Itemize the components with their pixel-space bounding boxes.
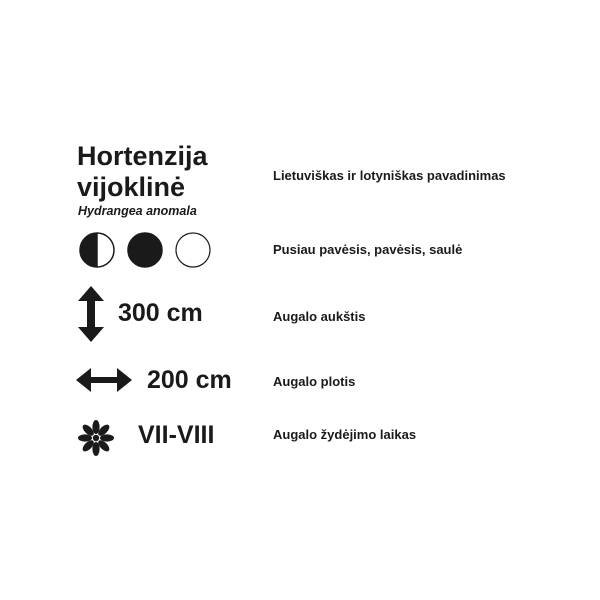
half-shade-icon (77, 230, 117, 270)
horizontal-arrow-icon (76, 366, 132, 394)
width-description: Augalo plotis (273, 374, 356, 389)
plant-latin-name: Hydrangea anomala (78, 204, 197, 218)
height-value: 300 cm (118, 299, 203, 327)
sun-icon (173, 230, 213, 270)
height-description: Augalo aukštis (273, 309, 366, 324)
bloom-description: Augalo žydėjimo laikas (273, 427, 417, 442)
light-icons (77, 230, 217, 270)
shade-icon (125, 230, 165, 270)
width-value: 200 cm (147, 366, 232, 394)
light-description: Pusiau pavėsis, pavėsis, saulė (273, 242, 463, 257)
vertical-arrow-icon (76, 286, 106, 342)
name-description: Lietuviškas ir lotyniškas pavadinimas (273, 168, 506, 183)
bloom-value: VII-VIII (138, 421, 215, 449)
flower-icon (76, 418, 116, 458)
plant-common-name: Hortenzija vijoklinė (77, 141, 208, 202)
